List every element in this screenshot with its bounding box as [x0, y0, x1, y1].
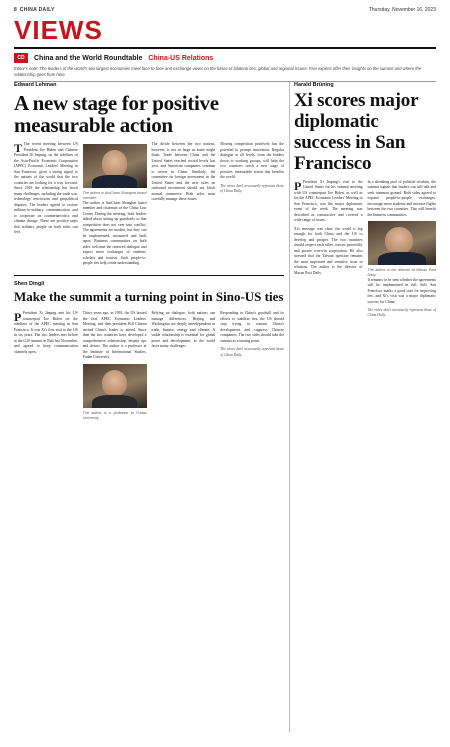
- author-photo: [83, 144, 147, 188]
- paragraph: It remains to be seen whether the agreements will be implemented in full. Still, San Francisco marks a good start for improving ties, and Xi's visit was a major diplomatic success for China.: [367, 277, 436, 304]
- series-header: [14, 53, 213, 63]
- paragraph: President Xi Jinping's visit to the United States for his summit meeting with US counterpart Joe Biden, as well as for the APEC Economic Leaders' Meeting in San Francisco, was the major diplomatic event of the week. The meeting was described as constructive and covered a wide range of issues.: [294, 179, 363, 223]
- article-column: [152, 142, 216, 270]
- paragraph: Responding to China's goodwill and its efforts to stabilize ties, the US should stop trying to contain China's development and suppress Chinese companies. The two sides should take the summit as a turning point.: [220, 311, 284, 343]
- paragraph: Moving competition positively has the potential to prompt innovation. Regular dialogue at all levels, from the leaders down to working groups, will help the two countries reach a new stage of positive, measurable action that benefits the world.: [220, 142, 284, 180]
- paragraph: In a shrinking pool of political rivalries, the summit signals that leaders can still talk and seek common ground. Both sides agreed to expand people-to-people exchanges, encourage more students and increase flights between the two countries. This will benefit the business communities.: [367, 179, 436, 217]
- article-column: [152, 311, 216, 420]
- disclaimer: The views don't necessarily represent those of China Daily.: [220, 347, 284, 357]
- paragraph: Xi's message was clear: the world is big enough for both China and the US to develop and prosper. The two countries should respect each other, coexist peacefully and pursue win-win cooperation. He also stressed that the Taiwan question remains the most important and sensitive issue in relations. The author is the director of Macau Post Daily.: [294, 226, 363, 275]
- article-shen: [14, 281, 284, 421]
- paragraph: President Xi Jinping met his US counterpart Joe Biden on the sidelines of the APEC meeting in San Francisco. It was Xi's first visit to the US in six years. The two leaders met before at the G20 summit in Bali last November, and agreed to keep communication channels open.: [14, 311, 78, 354]
- page-number: 8: [14, 7, 17, 13]
- top-bar: [14, 5, 436, 15]
- editor-note: Editor's note: The leaders of the world's two largest economies meet face-to-face and exchange views on the future of bilateral ties, global and regional issues. Five experts offer their insights on the summit and where the relationship goes from here.: [14, 66, 436, 82]
- byline: Edward Lehman: [14, 82, 57, 88]
- article-column: [368, 180, 437, 319]
- series-logo: CD: [14, 53, 28, 63]
- paragraph: The divide between the two nations, however, is not so large as some might think. Trade between China and the United States reached record levels last year, and American companies continue to invest in China. Similarly, the committee on foreign investment in the United States and the new rules on outbound investment should not block normal commerce. Both sides must carefully manage these issues.: [151, 142, 216, 202]
- byline: Shen Dingli: [14, 280, 45, 287]
- paragraph: Relying on dialogue, both nations can manage differences. Beijing and Washington are deeply interdependent in trade, finance, energy and climate. A stable relationship is essential for global peace and development, as the world faces many challenges.: [151, 311, 216, 349]
- paragraph: Thirty years ago, in 1993, the US hosted the first APEC Economic Leaders' Meeting, and then president Bill Clinton invited China's leader to attend. Since then the two countries have developed a comprehensive relationship, despite ups and downs. The author is a professor at the Institute of International Studies, Fudan University.: [82, 311, 147, 360]
- article-column: [14, 142, 78, 270]
- article-column: [220, 142, 284, 270]
- drop-cap: T: [14, 141, 23, 156]
- paragraph: The author is AmCham Shanghai board member and chairman of the China Law Center. During the meeting, both leaders talked about setting up guardrails so that competition does not veer into conflict. The agreements are modest, but they can be implemented, measured and built upon. Business communities on both sides welcome the renewed dialogue and expect more exchanges of students, scholars and tourists. Such people-to-people ties help create understanding.: [82, 200, 147, 266]
- article-column: [83, 142, 147, 270]
- photo-caption: The author is the director of Macau Post Daily.: [367, 268, 436, 277]
- headline: Make the summit a turning point in Sino-US ties: [14, 288, 284, 304]
- photo-caption: The author is a professor at Fudan University.: [82, 410, 147, 420]
- article-lehman: [14, 82, 284, 270]
- article-column: [294, 180, 363, 319]
- series-title: China and the World Roundtable: [34, 54, 143, 62]
- right-column: [294, 82, 436, 319]
- disclaimer: The views don't necessarily represent those of China Daily.: [367, 308, 436, 318]
- article-column: [14, 311, 78, 420]
- author-photo: [368, 221, 437, 265]
- article-separator: [14, 275, 284, 276]
- paragraph: The recent meeting between US President Joe Biden and Chinese President Xi Jinping, on the sidelines of the Asia-Pacific Economic Cooperation (APEC) Economic Leaders' Meeting in San Francisco, gives a strong signal to the nations of the world that the two countries are looking for a way forward. Since 2018 the relationship has faced many challenges, including the trade war, technology restrictions and geopolitical disputes. The leaders agreed to restore military-to-military communication and to cooperate on counternarcotics and climate change. These are positive steps that ordinary people on both sides can feel.: [14, 142, 78, 235]
- byline: Harald Brüning: [294, 82, 334, 88]
- header-rule: [14, 47, 436, 49]
- headline: Xi scores major diplomatic success in San Francisco: [294, 90, 418, 174]
- article-column: [220, 311, 284, 420]
- series-subtitle: China-US Relations: [148, 54, 214, 62]
- disclaimer: The views don't necessarily represent those of China Daily.: [220, 183, 284, 193]
- author-photo: [83, 364, 147, 408]
- left-column: [14, 82, 284, 421]
- drop-cap: P: [294, 178, 302, 193]
- article-column: [83, 311, 147, 420]
- drop-cap: P: [14, 310, 22, 325]
- column-divider: [289, 82, 290, 732]
- photo-caption: The author is AmCham Shanghai board member.: [82, 191, 147, 200]
- issue-date: Thursday, November 16, 2023: [368, 7, 436, 13]
- headline: A new stage for positive measurable action: [14, 91, 219, 138]
- section-title: VIEWS: [14, 15, 103, 45]
- brand-name: CHINA DAILY: [19, 7, 55, 13]
